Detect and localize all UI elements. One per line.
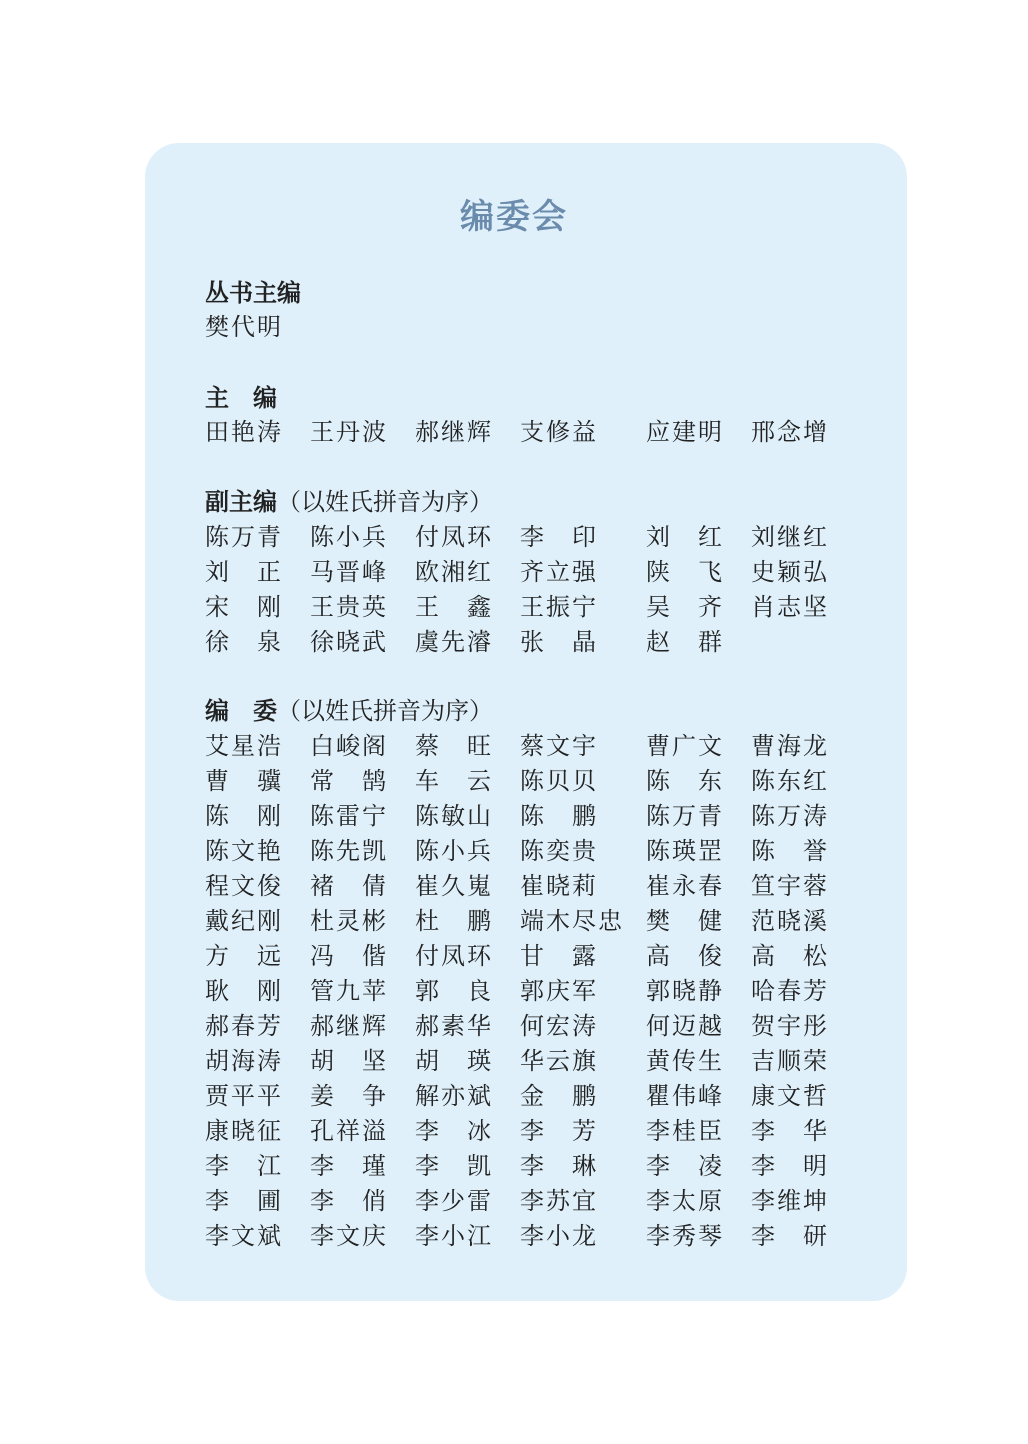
name-row bbox=[205, 1149, 865, 1184]
member-name: 支修益 bbox=[520, 418, 598, 446]
member-name: 陈 誉 bbox=[751, 837, 829, 865]
deputy-editors-heading bbox=[205, 484, 865, 520]
member-name: 付凤环 bbox=[415, 942, 493, 970]
member-name: 曹海龙 bbox=[751, 732, 829, 760]
series-editor-names bbox=[205, 310, 865, 345]
member-name: 郭晓静 bbox=[646, 977, 724, 1005]
member-name: 郭庆军 bbox=[520, 977, 598, 1005]
member-name: 高 松 bbox=[751, 942, 829, 970]
member-name: 瞿伟峰 bbox=[646, 1082, 724, 1110]
member-name: 耿 刚 bbox=[205, 977, 283, 1005]
member-name: 陕 飞 bbox=[646, 558, 724, 586]
member-name: 杜 鹏 bbox=[415, 907, 493, 935]
member-name: 康文哲 bbox=[751, 1082, 829, 1110]
member-name: 郝素华 bbox=[415, 1012, 493, 1040]
member-name: 常 鹄 bbox=[310, 767, 388, 795]
member-name: 王贵英 bbox=[310, 593, 388, 621]
member-name: 赵 群 bbox=[646, 628, 724, 656]
member-name: 哈春芳 bbox=[751, 977, 829, 1005]
member-name: 陈小兵 bbox=[310, 523, 388, 551]
member-name: 李 芳 bbox=[520, 1117, 598, 1145]
member-name: 陈瑛罡 bbox=[646, 837, 724, 865]
member-name: 黄传生 bbox=[646, 1047, 724, 1075]
member-name: 曹广文 bbox=[646, 732, 724, 760]
deputy-editors-title: 副主编 bbox=[205, 487, 277, 516]
member-name: 李 研 bbox=[751, 1222, 829, 1250]
member-name: 金 鹏 bbox=[520, 1082, 598, 1110]
member-name: 付凤环 bbox=[415, 523, 493, 551]
member-name: 端木尽忠 bbox=[520, 907, 624, 935]
series-editor-section bbox=[205, 275, 865, 345]
member-name: 郝继辉 bbox=[415, 418, 493, 446]
member-name: 李 华 bbox=[751, 1117, 829, 1145]
member-name: 李 俏 bbox=[310, 1187, 388, 1215]
member-name: 李 琳 bbox=[520, 1152, 598, 1180]
member-name: 李 凯 bbox=[415, 1152, 493, 1180]
member-name: 李 印 bbox=[520, 523, 598, 551]
member-name: 贺宇彤 bbox=[751, 1012, 829, 1040]
member-name: 郝继辉 bbox=[310, 1012, 388, 1040]
member-name: 何迈越 bbox=[646, 1012, 724, 1040]
name-row bbox=[205, 590, 865, 625]
member-name: 李桂臣 bbox=[646, 1117, 724, 1145]
name-row bbox=[205, 834, 865, 869]
member-name: 田艳涛 bbox=[205, 418, 283, 446]
member-name: 陈万涛 bbox=[751, 802, 829, 830]
member-name: 蔡文宇 bbox=[520, 732, 598, 760]
deputy-editors-order-note: （以姓氏拼音为序） bbox=[277, 488, 493, 516]
member-name: 李 瑾 bbox=[310, 1152, 388, 1180]
page-title: 编委会 bbox=[460, 197, 568, 237]
member-name: 肖志坚 bbox=[751, 593, 829, 621]
editorial-board-order-note: （以姓氏拼音为序） bbox=[277, 697, 493, 725]
member-name: 方 远 bbox=[205, 942, 283, 970]
member-name: 陈文艳 bbox=[205, 837, 283, 865]
chief-editors-section bbox=[205, 380, 865, 450]
member-name: 应建明 bbox=[646, 418, 724, 446]
member-name: 李 江 bbox=[205, 1152, 283, 1180]
member-name: 宋 刚 bbox=[205, 593, 283, 621]
chief-editors-heading: 主 编 bbox=[205, 383, 277, 412]
member-name: 李秀琴 bbox=[646, 1222, 724, 1250]
name-row bbox=[205, 869, 865, 904]
chief-editors-names bbox=[205, 415, 865, 450]
series-editor-heading: 丛书主编 bbox=[205, 278, 301, 307]
member-name: 李苏宜 bbox=[520, 1187, 598, 1215]
name-row bbox=[205, 729, 865, 764]
name-row bbox=[205, 974, 865, 1009]
member-name: 陈万青 bbox=[205, 523, 283, 551]
member-name: 蔡 旺 bbox=[415, 732, 493, 760]
editorial-board-title: 编 委 bbox=[205, 696, 277, 725]
member-name: 戴纪刚 bbox=[205, 907, 283, 935]
member-name: 刘继红 bbox=[751, 523, 829, 551]
member-name: 陈 鹏 bbox=[520, 802, 598, 830]
member-name: 刘 红 bbox=[646, 523, 724, 551]
member-name: 刘 正 bbox=[205, 558, 283, 586]
member-name: 陈先凯 bbox=[310, 837, 388, 865]
member-name: 冯 偕 bbox=[310, 942, 388, 970]
member-name: 程文俊 bbox=[205, 872, 283, 900]
member-name: 张 晶 bbox=[520, 628, 598, 656]
name-row bbox=[205, 764, 865, 799]
member-name: 吉顺荣 bbox=[751, 1047, 829, 1075]
name-row bbox=[205, 1044, 865, 1079]
member-name: 王 鑫 bbox=[415, 593, 493, 621]
member-name: 陈贝贝 bbox=[520, 767, 598, 795]
member-name: 康晓征 bbox=[205, 1117, 283, 1145]
name-row bbox=[205, 904, 865, 939]
deputy-editors-section bbox=[205, 484, 865, 660]
member-name: 范晓溪 bbox=[751, 907, 829, 935]
member-name: 李 凌 bbox=[646, 1152, 724, 1180]
member-name: 车 云 bbox=[415, 767, 493, 795]
member-name: 王振宁 bbox=[520, 593, 598, 621]
member-name: 白峻阁 bbox=[310, 732, 388, 760]
member-name: 李小龙 bbox=[520, 1222, 598, 1250]
editorial-board-section bbox=[205, 693, 865, 1254]
member-name: 陈敏山 bbox=[415, 802, 493, 830]
editorial-board-names bbox=[205, 729, 865, 1254]
member-name: 欧湘红 bbox=[415, 558, 493, 586]
editorial-board-heading bbox=[205, 693, 865, 729]
member-name: 陈奕贵 bbox=[520, 837, 598, 865]
member-name: 齐立强 bbox=[520, 558, 598, 586]
member-name: 吴 齐 bbox=[646, 593, 724, 621]
member-name: 虞先濬 bbox=[415, 628, 493, 656]
member-name: 徐 泉 bbox=[205, 628, 283, 656]
member-name: 孔祥溢 bbox=[310, 1117, 388, 1145]
member-name: 李少雷 bbox=[415, 1187, 493, 1215]
member-name: 崔晓莉 bbox=[520, 872, 598, 900]
member-name: 甘 露 bbox=[520, 942, 598, 970]
member-name: 李 明 bbox=[751, 1152, 829, 1180]
member-name: 李文庆 bbox=[310, 1222, 388, 1250]
member-name: 褚 倩 bbox=[310, 872, 388, 900]
name-row bbox=[205, 1079, 865, 1114]
member-name: 李 冰 bbox=[415, 1117, 493, 1145]
member-name: 高 俊 bbox=[646, 942, 724, 970]
member-name: 贾平平 bbox=[205, 1082, 283, 1110]
name-row bbox=[205, 310, 865, 345]
member-name: 郝春芳 bbox=[205, 1012, 283, 1040]
member-name: 李维坤 bbox=[751, 1187, 829, 1215]
member-name: 陈万青 bbox=[646, 802, 724, 830]
member-name: 陈 东 bbox=[646, 767, 724, 795]
member-name: 杜灵彬 bbox=[310, 907, 388, 935]
name-row bbox=[205, 1009, 865, 1044]
member-name: 笪宇蓉 bbox=[751, 872, 829, 900]
member-name: 马晋峰 bbox=[310, 558, 388, 586]
name-row bbox=[205, 1114, 865, 1149]
member-name: 何宏涛 bbox=[520, 1012, 598, 1040]
member-name: 艾星浩 bbox=[205, 732, 283, 760]
member-name: 王丹波 bbox=[310, 418, 388, 446]
member-name: 李小江 bbox=[415, 1222, 493, 1250]
member-name: 胡海涛 bbox=[205, 1047, 283, 1075]
deputy-editors-names bbox=[205, 520, 865, 660]
member-name: 李 圃 bbox=[205, 1187, 283, 1215]
member-name: 陈雷宁 bbox=[310, 802, 388, 830]
member-name: 樊 健 bbox=[646, 907, 724, 935]
member-name: 李太原 bbox=[646, 1187, 724, 1215]
member-name: 胡 坚 bbox=[310, 1047, 388, 1075]
member-name: 李文斌 bbox=[205, 1222, 283, 1250]
member-name: 陈 刚 bbox=[205, 802, 283, 830]
member-name: 姜 争 bbox=[310, 1082, 388, 1110]
member-name: 胡 瑛 bbox=[415, 1047, 493, 1075]
member-name: 解亦斌 bbox=[415, 1082, 493, 1110]
member-name: 崔永春 bbox=[646, 872, 724, 900]
member-name: 陈东红 bbox=[751, 767, 829, 795]
member-name: 邢念增 bbox=[751, 418, 829, 446]
member-name: 崔久嵬 bbox=[415, 872, 493, 900]
name-row bbox=[205, 625, 865, 660]
member-name: 樊代明 bbox=[205, 313, 283, 341]
name-row bbox=[205, 520, 865, 555]
name-row bbox=[205, 555, 865, 590]
member-name: 华云旗 bbox=[520, 1047, 598, 1075]
member-name: 郭 良 bbox=[415, 977, 493, 1005]
member-name: 史颖弘 bbox=[751, 558, 829, 586]
member-name: 徐晓武 bbox=[310, 628, 388, 656]
name-row bbox=[205, 1219, 865, 1254]
name-row bbox=[205, 415, 865, 450]
member-name: 曹 骥 bbox=[205, 767, 283, 795]
name-row bbox=[205, 799, 865, 834]
member-name: 陈小兵 bbox=[415, 837, 493, 865]
name-row bbox=[205, 939, 865, 974]
member-name: 管九苹 bbox=[310, 977, 388, 1005]
name-row bbox=[205, 1184, 865, 1219]
